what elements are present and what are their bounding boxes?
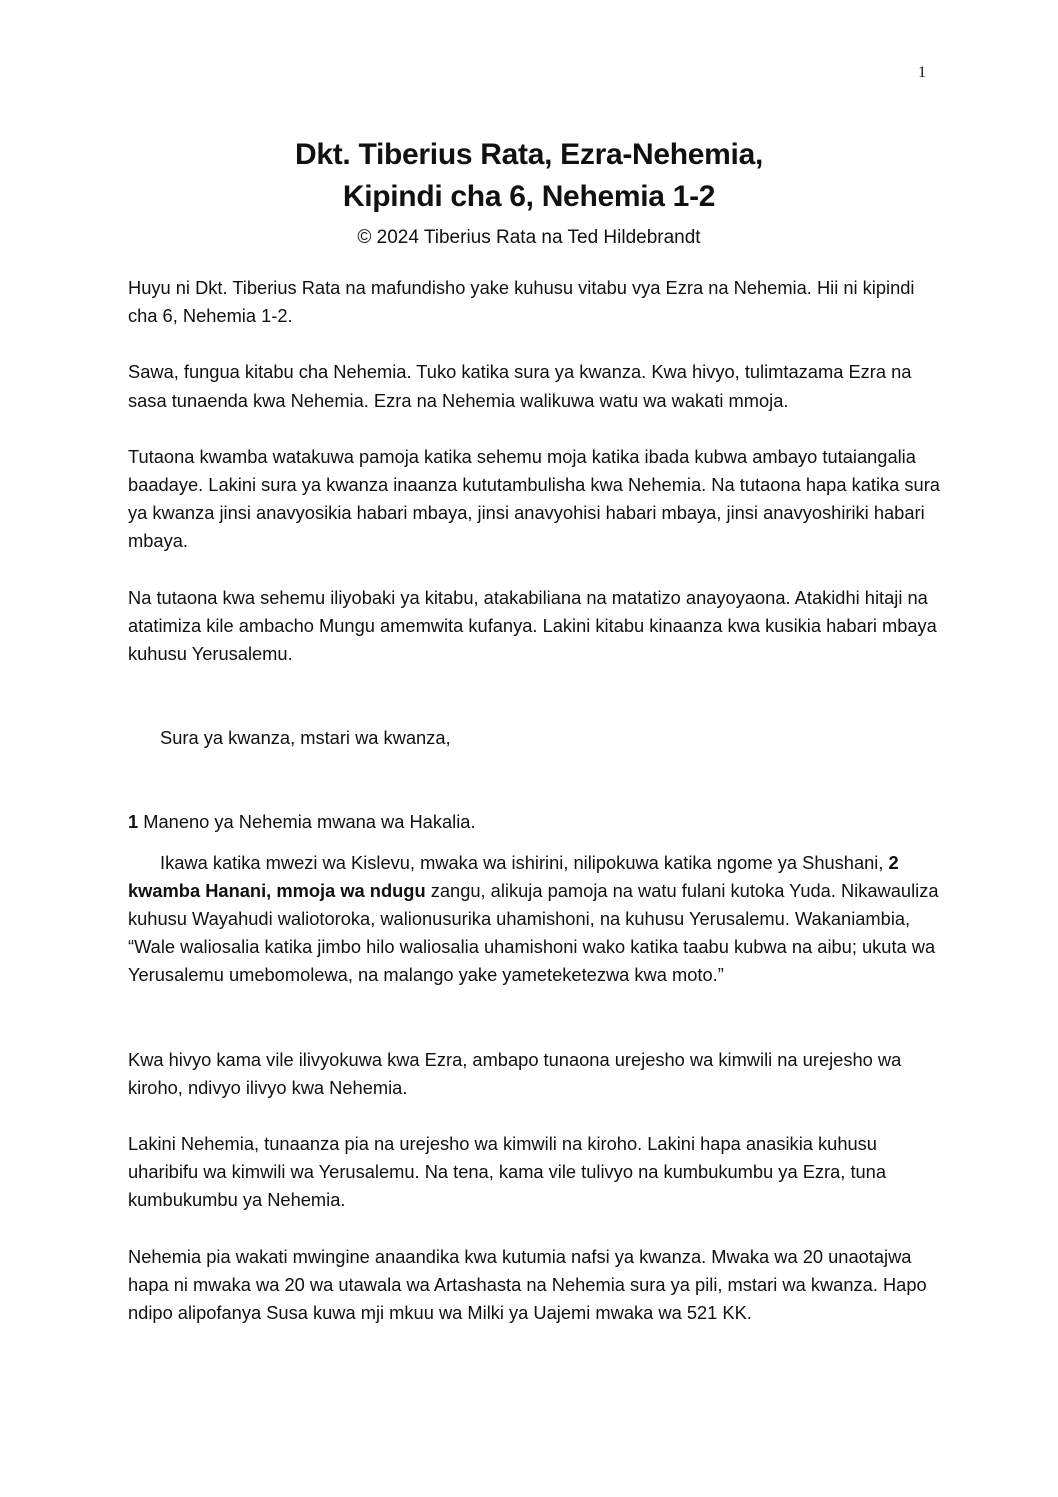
verse-two-end: zangu, alikuja pamoja na watu fulani kutoka Yuda. Nikawauliza kuhusu Wayahudi waliotoroka, walionusurika uhamishoni, na kuhusu Yerusalemu. Wakaniambia, “Wale waliosalia katika jimbo hilo waliosalia uhamishoni wako katika taabu kubwa na aibu; ukuta wa Yerusalemu umebomolewa, na malango yake yameteketezwa kwa moto.” — [128, 879, 939, 986]
paragraph-open-book: Sawa, fungua kitabu cha Nehemia. Tuko katika sura ya kwanza. Kwa hivyo, tulimtazama Ezra na sasa tunaenda kwa Nehemia. Ezra na Nehemia walikuwa watu wa wakati mmoja. — [128, 361, 912, 411]
paragraph-restoration: Kwa hivyo kama vile ilivyokuwa kwa Ezra, ambapo tunaona urejesho wa kimwili na urejesho wa kiroho, ndivyo ilivyo kwa Nehemia. — [128, 1048, 902, 1098]
paragraph-rest-of-book: Na tutaona kwa sehemu iliyobaki ya kitabu, atakabiliana na matatizo anayoyaona. Atakidhi hitaji na atatimiza kile ambacho Mungu amemwita kufanya. Lakini kitabu kinaanza kwa kusikia habari mbaya kuhusu Yerusalemu. — [128, 586, 937, 665]
paragraph-intro: Huyu ni Dkt. Tiberius Rata na mafundisho yake kuhusu vitabu vya Ezra na Nehemia. Hii ni kipindi cha 6, Nehemia 1-2. — [128, 277, 915, 327]
verse-one-text: Maneno ya Nehemia mwana wa Hakalia. — [138, 811, 476, 833]
verse-one-number: 1 — [128, 811, 139, 833]
title-line-2: Kipindi cha 6, Nehemia 1-2 — [342, 180, 716, 213]
verse-two-start: Ikawa katika mwezi wa Kislevu, mwaka wa ishirini, nilipokuwa katika ngome ya Shushani, — [160, 851, 889, 873]
verse-two-bold: 2 kwamba Hanani, mmoja wa ndugu — [128, 851, 899, 901]
paragraph-verse-intro: Sura ya kwanza, mstari wa kwanza, — [160, 727, 451, 749]
document-header — [0, 134, 1058, 252]
verse-one — [128, 808, 948, 836]
paragraph-first-person: Nehemia pia wakati mwingine anaandika kwa kutumia nafsi ya kwanza. Mwaka wa 20 unaotajwa hapa ni mwaka wa 20 wa utawala wa Artashasta na Nehemia sura ya pili, mstari wa kwanza. Hapo ndipo alipofanya Susa kuwa mji mkuu wa Milki ya Uajemi mwaka wa 521 KK. — [128, 1245, 927, 1324]
document-body — [128, 274, 948, 1327]
paragraph-nehemiah-restoration: Lakini Nehemia, tunaanza pia na urejesho wa kimwili na kiroho. Lakini hapa anasikia kuhusu uharibifu wa kimwili wa Yerusalemu. Na tena, kama vile tulivyo na kumbukumbu ya Ezra, tuna kumbukumbu ya Nehemia. — [128, 1133, 887, 1211]
paragraph-chapter-one: Tutaona kwamba watakuwa pamoja katika sehemu moja katika ibada kubwa ambayo tutaiangalia baadaye. Lakini sura ya kwanza inaanza kututambulisha kwa Nehemia. Na tutaona hapa katika sura ya kwanza jinsi anavyosikia habari mbaya, jinsi anavyohisi habari mbaya, jinsi anavyoshiriki habari mbaya. — [128, 445, 940, 552]
copyright-notice: © 2024 Tiberius Rata na Ted Hildebrandt — [357, 227, 701, 248]
title-line-1: Dkt. Tiberius Rata, Ezra-Nehemia, — [294, 138, 764, 171]
verse-two — [128, 849, 948, 990]
page-number: 1 — [918, 64, 926, 81]
